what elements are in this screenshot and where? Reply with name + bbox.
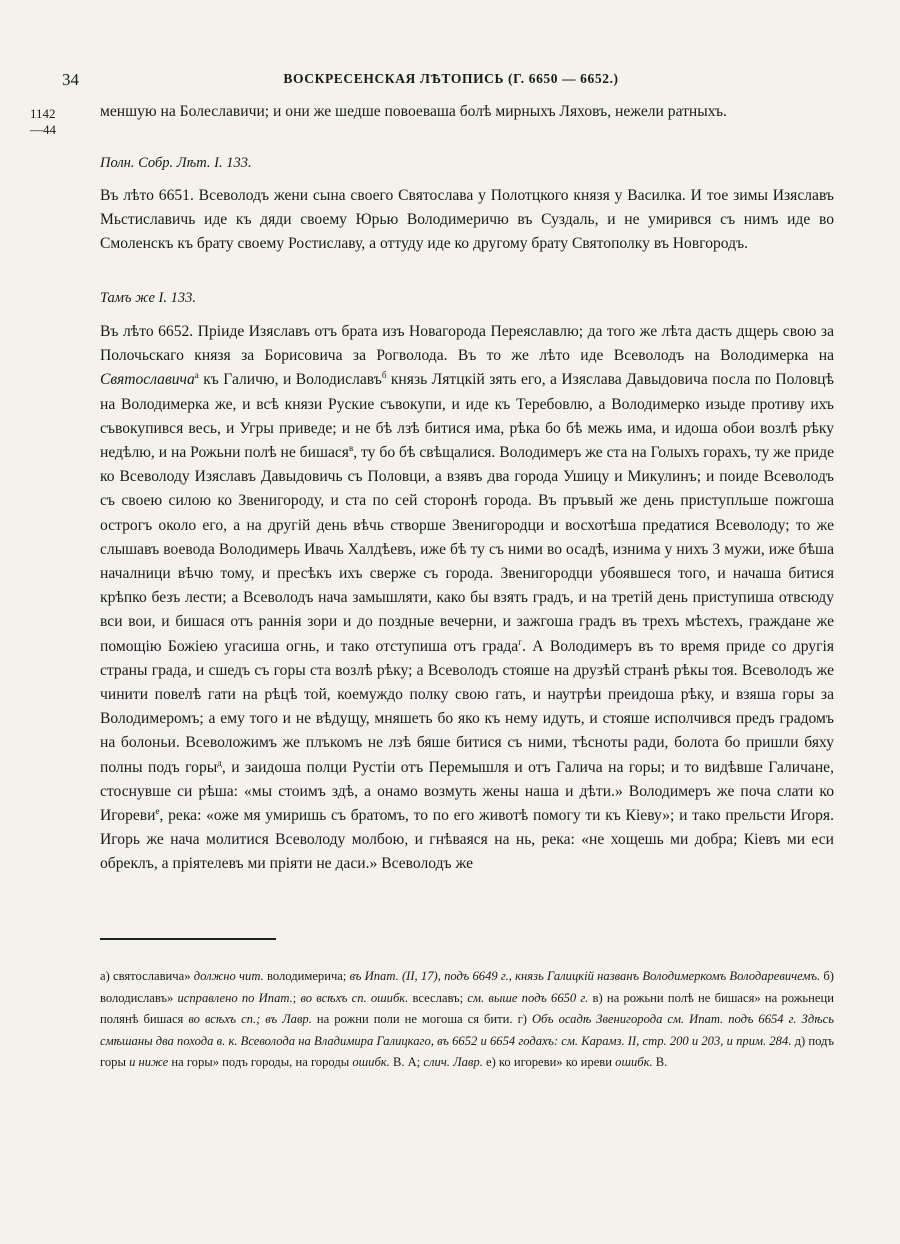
para-seg-1: Въ лѣто 6652. Пріиде Изяславъ отъ брата изъ Новагорода Переяславлю; да того же лѣта дасть дщерь свою за Полочьскаго князя за Борисовича за Рогволода. Въ то же лѣто иде Всеволодъ на Володимерка на (100, 323, 834, 365)
note-seg: д) подъ горы (100, 1033, 834, 1070)
note-seg: е) ко игореви» ко иреви (482, 1055, 616, 1070)
para-italic-1: Святославича (100, 371, 195, 389)
note-seg: В. (652, 1055, 668, 1070)
paragraph-6651 (100, 184, 834, 257)
note-italic: исправлено по Ипат. (177, 990, 293, 1005)
para-seg-6: , и заидоша полци Рустіи отъ Перемышля и отъ Галича на горы; и то видѣвше Галичане, стоснувше си рѣша: «мы стоимъ здѣ, а онамо возмуть жены наша и дѣти.» Володимеръ же поча слати ко Игореви (100, 758, 834, 825)
footnote-ref-g: г (518, 636, 522, 647)
note-italic: должно чит. (193, 969, 264, 983)
source-reference-2: Тамъ же I. 133. (100, 290, 197, 306)
footnote-ref-e: е (155, 805, 160, 816)
opening-paragraph (100, 100, 834, 124)
note-seg: володимерича; (263, 969, 350, 983)
note-seg: В. А; (389, 1055, 424, 1070)
para-seg-2: къ Галичю, и Володиславъ (198, 371, 382, 389)
note-italic: см. выше подъ 6650 г. (467, 990, 589, 1005)
page-header (62, 70, 840, 96)
paragraph-6651-text: Въ лѣто 6651. Всеволодъ жени сына своего Святослава у Полотцкого князя у Василка. И тое зимы Изяславъ Мьстиславичь иде къ дяди своему Юрью Володимеричю въ Суздаль, и не умирився съ нимъ иде во Смоленскъ къ брату своему Ростиславу, а оттуду иде ко другому брату Святополку въ Новгородъ. (100, 187, 834, 253)
note-seg: на горы» подъ городы, на городы (168, 1055, 353, 1070)
note-italic: ошибк. (352, 1055, 390, 1070)
note-seg: б) володиславъ» (100, 969, 834, 1005)
footnotes (100, 966, 834, 1074)
note-italic: ошибк. (615, 1055, 653, 1070)
margin-year-range: —44 (30, 122, 56, 137)
footnote-ref-b: б (381, 370, 387, 381)
footnote-divider (100, 938, 276, 940)
source-reference-1: Полн. Собр. Лѣт. I. 133. (100, 155, 252, 171)
note-seg: всеславъ; (408, 990, 468, 1005)
opening-text: меншую на Болеславичи; и они же шедше повоеваша болѣ мирныхъ Ляховъ, нежели ратныхъ. (100, 103, 727, 120)
footnote-ref-d: д (217, 757, 222, 768)
para-seg-4: , ту бо бѣ свѣщалися. Володимеръ же ста на Голыхъ горахъ, ту же приде ко Всеволоду Изяславъ Давыдовичь съ Половци, а взявъ два города Ушицу и Микулинъ; и поиде Всеволодъ съ своею силою ко Звенигороду, и ста по сей сторонѣ города. Въ пръвый же день приступльше пожгоша острогъ около его, а на другій день вѣчь створше Звенигородци и восхотѣша предатися Всеволоду; то же слышавъ воевода Володимерь Ивачь Халдѣевъ, иже бѣ ту съ ними во осадѣ, изнима у нихъ 3 мужи, иже бѣша началници вѣчю тому, и пресѣкъ ихъ сверже съ города. Звенигородци убоявшеся того, и начаша битися крѣпко безъ лести; а Всеволодъ нача замышляти, како бы взять градъ, и на третій день приступиша отвсюду вси вои, и бишася отъ раннія зори и до поздные вечерни, и зажгоша градъ въ трехъ мѣстехъ, граждане же помощію Божіею угасиша огнь, и тако отступиша отъ града (100, 444, 834, 655)
para-seg-7: , река: «оже мя умиришь съ братомъ, то по его животѣ помогу ти къ Кіеву»; и тако прельсти Игоря. Игорь же нача молитися Всеволоду молбою, и гнѣваяся на нь, река: «не хощешь ми добра; Кіевъ ми еси обреклъ, а пріятелевъ ми пріяти не даси.» Всеволодъ же (100, 807, 834, 873)
paragraph-6652 (100, 320, 834, 877)
page-number: 34 (62, 70, 79, 89)
note-seg: на рожни поли не могоша ся бити. г) (311, 1012, 532, 1027)
para-seg-3: князь Лятцкій зять его, а Изяслава Давыдовича посла по Половцѣ на Володимерка же, и всѣ князи Руские съвокупи, и иде къ Теребовлю, а Володимерко изыде противу ихъ съвокупився весь, и Угры приведе; и не бѣ лзѣ битися има, рѣка бо бѣ межь има, и идоша обои возлѣ рѣку недѣлю, и на Рожьни полѣ не бишася (100, 371, 834, 462)
footnote-ref-v: в (348, 442, 354, 453)
note-seg: в) на рожьни полѣ не бишася» на рожьнеци полянѣ бишася (100, 990, 834, 1027)
note-italic: въ Ипат. (II, 17), подъ 6649 г., князь Галицкій названъ Володимеркомъ Володаревичемъ. (349, 969, 821, 983)
note-italic: Объ осадѣ Звенигорода см. Ипат. подъ 6654 г. Здѣсь смѣшаны два похода в. к. Всеволода на Владимира Галицкаго, въ 6652 и 6654 годахъ: см. Карамз. II, стр. 200 и 203, и прим. 284. (100, 1012, 834, 1048)
note-italic: во всѣхъ сп.; въ Лавр. (188, 1012, 312, 1027)
footnote-ref-a: а (194, 370, 199, 381)
para-seg-5: . А Володимеръ въ то время приде со другія страны града, и сшедъ съ горы ста возлѣ рѣку; а Всеволодъ стояше на друзѣй странѣ рѣкы тоя. Всеволодъ же чинити повелѣ гати на рѣцѣ той, коемуждо полку свою гать, и наутрѣи преидоша рѣку, и взяша горы за Володимеромъ; а ему того и не вѣдущу, мняшеть бо яко къ нему идуть, и стояше исполчився предъ градомъ на болоньи. Всеволожимъ же плъкомъ не лзѣ бяше битися съ ними, тѣсноты ради, болота бо пришли бяху полны подъ горы (100, 637, 834, 776)
footnotes-text (100, 966, 834, 1074)
note-italic: слич. Лавр. (423, 1055, 483, 1070)
margin-year: 1142 (30, 106, 56, 121)
note-italic: и ниже (129, 1055, 169, 1070)
note-italic: во всѣхъ сп. ошибк. (300, 990, 409, 1005)
running-title: ВОСКРЕСЕНСКАЯ ЛѢТОПИСЬ (Г. 6650 — 6652.) (283, 71, 619, 86)
note-seg: а) святославича» (100, 969, 194, 983)
paragraph-6652-text (100, 320, 834, 877)
note-seg: ; (292, 990, 301, 1005)
